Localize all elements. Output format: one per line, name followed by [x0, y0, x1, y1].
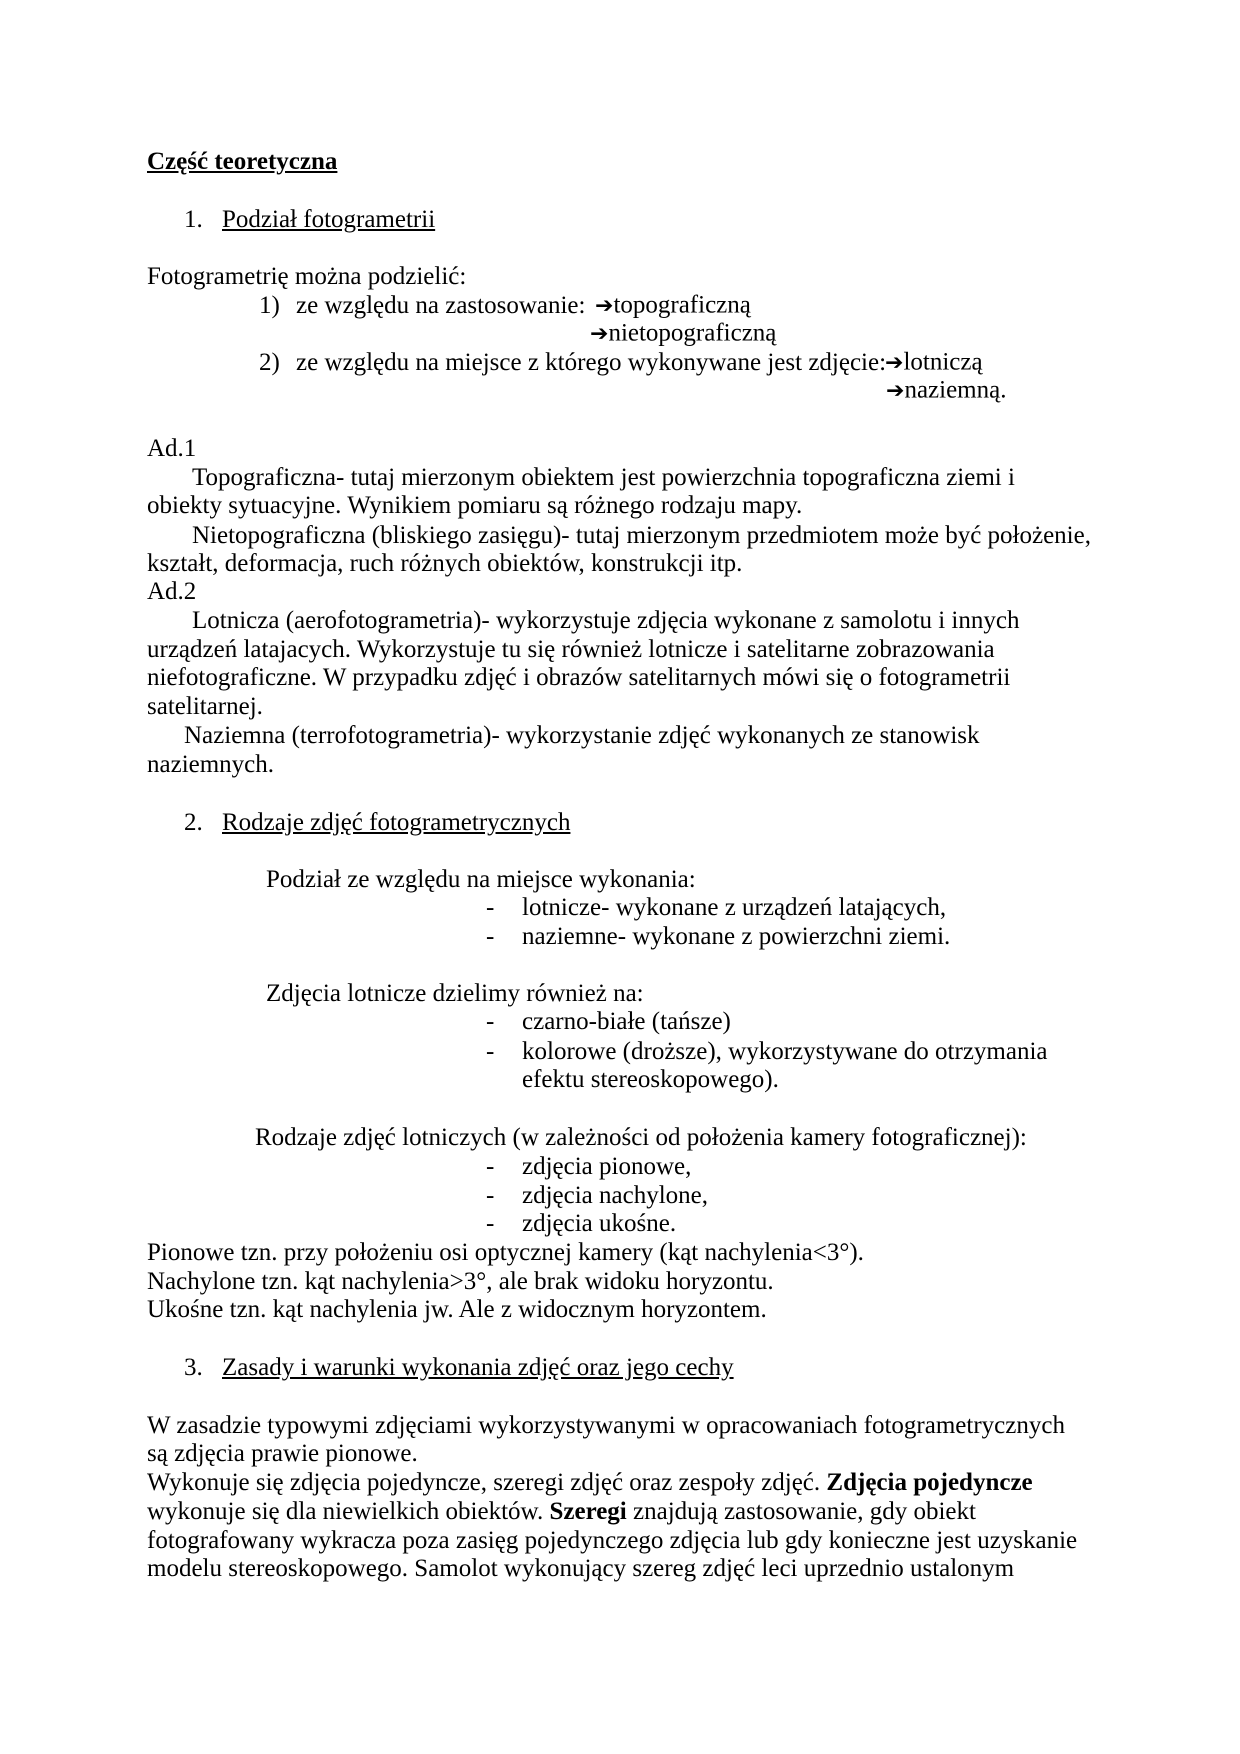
- text-run: Wykonuje się zdjęcia pojedyncze, szeregi zdjęć oraz zespoły zdjęć.: [147, 1469, 827, 1496]
- list-item: kolorowe (droższe), wykorzystywane do otrzymania: [522, 1038, 1048, 1065]
- option-text: lotniczą: [903, 348, 983, 376]
- paragraph-line: [147, 1498, 976, 1526]
- ad2-label: Ad.2: [147, 578, 197, 605]
- list-item: zdjęcia pionowe,: [522, 1153, 692, 1180]
- option-text: nietopograficzną: [608, 319, 777, 347]
- bullet-dash: -: [486, 1153, 495, 1180]
- paragraph-line: naziemnych.: [147, 751, 275, 778]
- bold-term: Zdjęcia pojedyncze: [826, 1469, 1033, 1496]
- text-run: wykonuje się dla niewielkich obiektów.: [147, 1498, 550, 1525]
- paragraph-line: [147, 1469, 1033, 1497]
- arrow-right-icon: ➔: [885, 350, 904, 376]
- bullet-dash: -: [486, 1038, 495, 1065]
- list-item: efektu stereoskopowego).: [522, 1066, 779, 1093]
- arrow-right-icon: ➔: [886, 378, 905, 404]
- page-title: Część teoretyczna: [147, 148, 338, 175]
- section-1-heading: Podział fotogrametrii: [222, 206, 436, 233]
- intro-text: Fotogrametrię można podzielić:: [147, 263, 467, 290]
- ad1-label: Ad.1: [147, 435, 197, 462]
- list-item: lotnicze- wykonane z urządzeń latających,: [522, 894, 947, 921]
- list-option: [595, 292, 751, 321]
- bold-term: Szeregi: [549, 1498, 627, 1525]
- paragraph-line: modelu stereoskopowego. Samolot wykonujący szereg zdjęć leci uprzednio ustalonym: [147, 1555, 1015, 1582]
- paragraph-line: niefotograficzne. W przypadku zdjęć i obrazów satelitarnych mówi się o fotogrametrii: [147, 664, 1011, 691]
- bullet-dash: -: [486, 1008, 495, 1035]
- bullet-dash: -: [486, 1182, 495, 1209]
- group-intro: Podział ze względu na miejsce wykonania:: [266, 866, 696, 893]
- bullet-dash: -: [486, 894, 495, 921]
- list-number: 1): [259, 292, 280, 319]
- note-line: Pionowe tzn. przy położeniu osi optycznej kamery (kąt nachylenia<3°).: [147, 1239, 864, 1266]
- paragraph-line: obiekty sytuacyjne. Wynikiem pomiaru są różnego rodzaju mapy.: [147, 492, 803, 519]
- list-option: [885, 349, 983, 378]
- paragraph-line: satelitarnej.: [147, 693, 263, 720]
- paragraph-line: urządzeń latajacych. Wykorzystuje tu się również lotnicze i satelitarne zobrazowania: [147, 636, 995, 663]
- list-item: czarno-białe (tańsze): [522, 1008, 731, 1035]
- option-text: naziemną.: [904, 376, 1007, 404]
- list-item-text: ze względu na zastosowanie:: [296, 292, 586, 319]
- list-item-text: ze względu na miejsce z którego wykonywane jest zdjęcie:: [296, 349, 887, 376]
- arrow-right-icon: ➔: [595, 293, 614, 319]
- paragraph-line: Nietopograficzna (bliskiego zasięgu)- tutaj mierzonym przedmiotem może być położenie,: [192, 522, 1091, 549]
- arrow-right-icon: ➔: [590, 321, 609, 347]
- list-item: zdjęcia ukośne.: [522, 1210, 677, 1237]
- bullet-dash: -: [486, 1210, 495, 1237]
- list-option: [886, 377, 1006, 406]
- option-text: topograficzną: [613, 291, 751, 319]
- group-intro: Rodzaje zdjęć lotniczych (w zależności od położenia kamery fotograficznej):: [255, 1124, 1027, 1151]
- text-run: znajdują zastosowanie, gdy obiekt: [626, 1498, 976, 1525]
- bullet-dash: -: [486, 923, 495, 950]
- section-3-number: 3.: [184, 1354, 203, 1381]
- section-1-number: 1.: [184, 206, 203, 233]
- list-option: [590, 320, 776, 349]
- section-2-heading: Rodzaje zdjęć fotogrametrycznych: [222, 809, 571, 836]
- list-item: naziemne- wykonane z powierzchni ziemi.: [522, 923, 951, 950]
- paragraph-line: Lotnicza (aerofotogrametria)- wykorzystuje zdjęcia wykonane z samolotu i innych: [192, 607, 1020, 634]
- section-3-heading: Zasady i warunki wykonania zdjęć oraz jego cechy: [222, 1354, 734, 1381]
- list-number: 2): [259, 349, 280, 376]
- paragraph-line: Naziemna (terrofotogrametria)- wykorzystanie zdjęć wykonanych ze stanowisk: [184, 722, 980, 749]
- note-line: Ukośne tzn. kąt nachylenia jw. Ale z widocznym horyzontem.: [147, 1296, 767, 1323]
- list-item: zdjęcia nachylone,: [522, 1182, 709, 1209]
- paragraph-line: W zasadzie typowymi zdjęciami wykorzystywanymi w opracowaniach fotogrametrycznych: [147, 1412, 1065, 1439]
- paragraph-line: Topograficzna- tutaj mierzonym obiektem jest powierzchnia topograficzna ziemi i: [192, 464, 1015, 491]
- note-line: Nachylone tzn. kąt nachylenia>3°, ale brak widoku horyzontu.: [147, 1268, 774, 1295]
- paragraph-line: kształt, deformacja, ruch różnych obiektów, konstrukcji itp.: [147, 550, 743, 577]
- paragraph-line: fotografowany wykracza poza zasięg pojedynczego zdjęcia lub gdy konieczne jest uzyskanie: [147, 1527, 1078, 1554]
- section-2-number: 2.: [184, 809, 203, 836]
- paragraph-line: są zdjęcia prawie pionowe.: [147, 1440, 418, 1467]
- group-intro: Zdjęcia lotnicze dzielimy również na:: [266, 980, 644, 1007]
